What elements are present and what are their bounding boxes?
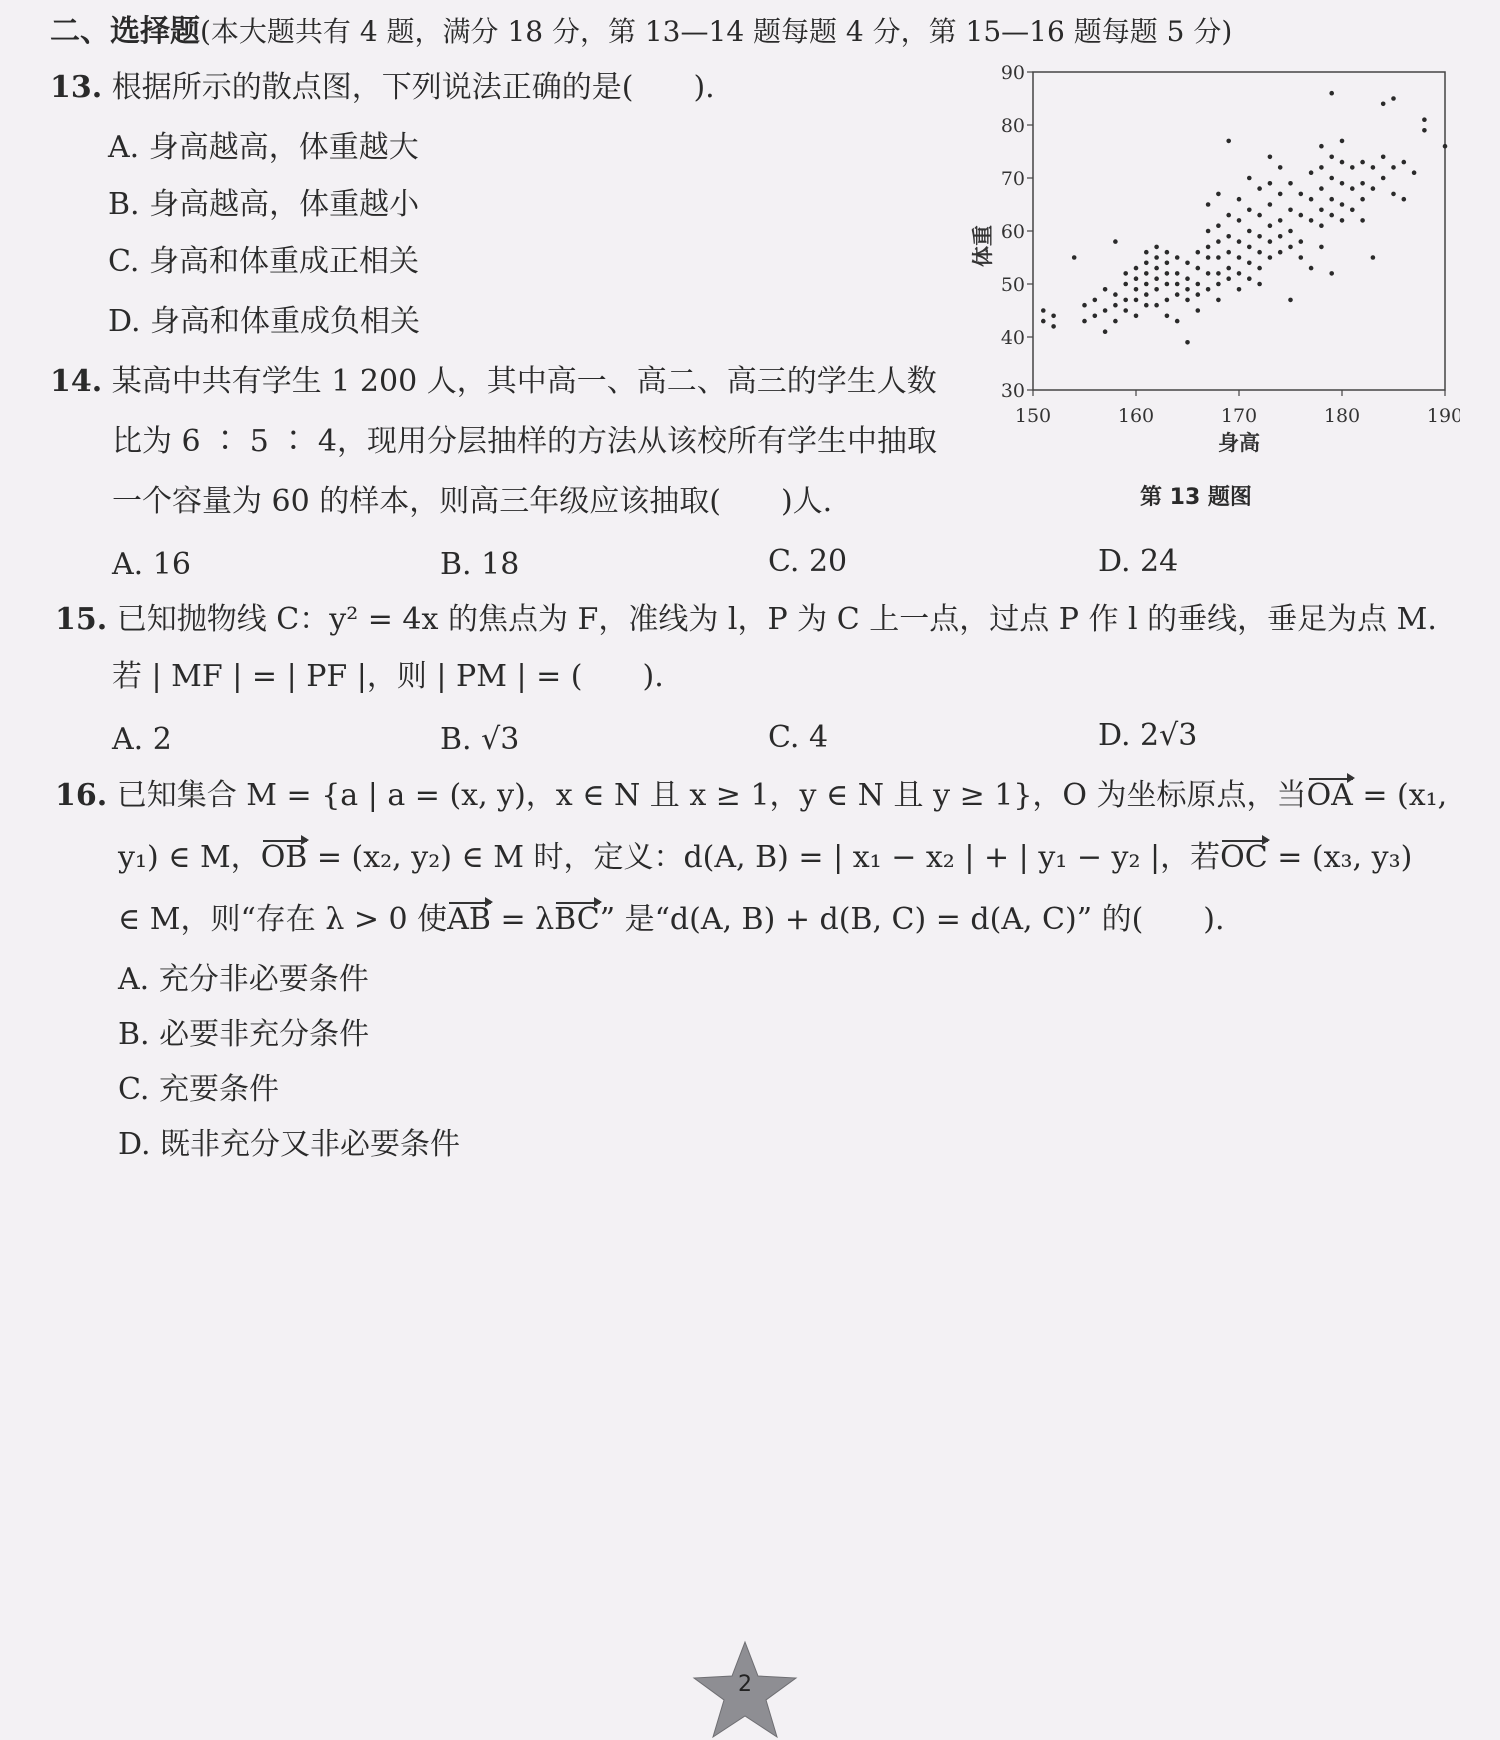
q14-line-2: 比为 6 ∶ 5 ∶ 4，现用分层抽样的方法从该校所有学生中抽取 — [112, 424, 937, 459]
data-point — [1165, 271, 1170, 276]
data-point — [1185, 276, 1190, 281]
data-point — [1216, 298, 1221, 303]
data-point — [1216, 271, 1221, 276]
data-point — [1196, 282, 1201, 287]
data-point — [1113, 292, 1118, 297]
data-point — [1309, 197, 1314, 202]
data-point — [1422, 128, 1427, 133]
y-tick-label: 30 — [1000, 380, 1025, 402]
data-point — [1360, 181, 1365, 186]
data-point — [1288, 229, 1293, 234]
data-point — [1185, 298, 1190, 303]
q13-stem — [50, 68, 715, 108]
q16-line-3 — [118, 900, 1225, 940]
data-point — [1278, 234, 1283, 239]
data-point — [1268, 255, 1273, 260]
data-point — [1371, 165, 1376, 170]
data-point — [1257, 234, 1262, 239]
data-point — [1299, 255, 1304, 260]
data-point — [1072, 255, 1077, 260]
data-point — [1268, 239, 1273, 244]
data-point — [1216, 255, 1221, 260]
data-point — [1103, 287, 1108, 292]
data-point — [1350, 208, 1355, 213]
q16-text-2c: = (x₃, y₃) — [1267, 840, 1413, 875]
q14-option-d: D. 24 — [1098, 544, 1179, 579]
data-point — [1134, 298, 1139, 303]
data-point — [1165, 314, 1170, 319]
y-tick-label: 70 — [1000, 168, 1025, 190]
data-point — [1165, 261, 1170, 266]
data-point — [1144, 261, 1149, 266]
data-point — [1185, 340, 1190, 345]
q13-option-d: D. 身高和体重成负相关 — [108, 304, 421, 339]
data-point — [1165, 298, 1170, 303]
data-point — [1329, 155, 1334, 160]
data-point — [1278, 250, 1283, 255]
data-point — [1340, 218, 1345, 223]
data-point — [1154, 276, 1159, 281]
q16-text-2a: y₁) ∈ M， — [118, 840, 261, 875]
data-point — [1134, 287, 1139, 292]
data-point — [1226, 250, 1231, 255]
data-point — [1319, 208, 1324, 213]
data-point — [1247, 276, 1252, 281]
data-point — [1103, 329, 1108, 334]
data-point — [1299, 213, 1304, 218]
x-axis-label: 身高 — [1218, 431, 1260, 455]
data-point — [1391, 96, 1396, 101]
data-point — [1134, 314, 1139, 319]
data-point — [1268, 202, 1273, 207]
x-tick-label: 190 — [1426, 405, 1460, 427]
data-point — [1329, 197, 1334, 202]
data-point — [1041, 308, 1046, 313]
q13-option-b: B. 身高越高，体重越小 — [108, 187, 420, 222]
data-point — [1154, 245, 1159, 250]
data-point — [1391, 165, 1396, 170]
data-point — [1185, 261, 1190, 266]
data-point — [1288, 298, 1293, 303]
data-point — [1319, 223, 1324, 228]
q15-option-c: C. 4 — [768, 720, 829, 755]
vector-oc: OC — [1220, 838, 1268, 878]
q16-text-2b: = (x₂, y₂) ∈ M 时，定义：d(A, B) = | x₁ − x₂ | + | y₁ − y₂ |，若 — [307, 840, 1221, 875]
data-point — [1237, 255, 1242, 260]
data-point — [1278, 218, 1283, 223]
data-point — [1051, 324, 1056, 329]
data-point — [1175, 282, 1180, 287]
q16-option-a: A. 充分非必要条件 — [118, 962, 369, 997]
data-point — [1299, 192, 1304, 197]
data-point — [1082, 303, 1087, 308]
q13-stem-text: 根据所示的散点图，下列说法正确的是( ). — [111, 70, 715, 105]
data-point — [1340, 181, 1345, 186]
y-tick-label: 60 — [1000, 221, 1025, 243]
q16-text-3c: ” 是“d(A, B) + d(B, C) = d(A, C)” 的( ). — [599, 902, 1225, 937]
data-point — [1185, 287, 1190, 292]
data-point — [1247, 261, 1252, 266]
data-point — [1350, 186, 1355, 191]
data-point — [1093, 298, 1098, 303]
data-point — [1154, 255, 1159, 260]
data-point — [1257, 266, 1262, 271]
data-point — [1175, 319, 1180, 324]
data-point — [1257, 186, 1262, 191]
chart-caption: 第 13 题图 — [1140, 485, 1252, 510]
data-point — [1103, 308, 1108, 313]
data-point — [1144, 303, 1149, 308]
data-point — [1360, 218, 1365, 223]
data-point — [1319, 186, 1324, 191]
data-point — [1237, 287, 1242, 292]
data-point — [1206, 271, 1211, 276]
q16-text-3a: ∈ M，则“存在 λ > 0 使 — [118, 902, 448, 937]
scatter-chart — [960, 60, 1460, 510]
section-title: 二、选择题 — [50, 14, 200, 49]
data-point — [1257, 213, 1262, 218]
data-point — [1226, 213, 1231, 218]
vector-ab: AB — [447, 900, 491, 940]
section-header — [50, 12, 1232, 52]
data-point — [1319, 144, 1324, 149]
data-point — [1237, 271, 1242, 276]
data-point — [1206, 245, 1211, 250]
q16-text-1b: = (x₁, — [1352, 778, 1448, 813]
data-point — [1391, 192, 1396, 197]
y-tick-label: 40 — [1000, 327, 1025, 349]
q16-option-b: B. 必要非充分条件 — [118, 1017, 370, 1052]
data-point — [1154, 303, 1159, 308]
data-point — [1247, 208, 1252, 213]
data-point — [1144, 292, 1149, 297]
q14-line-1 — [50, 362, 937, 402]
data-point — [1165, 250, 1170, 255]
data-point — [1123, 308, 1128, 313]
data-point — [1268, 181, 1273, 186]
data-point — [1329, 176, 1334, 181]
data-point — [1175, 271, 1180, 276]
data-point — [1329, 91, 1334, 96]
data-point — [1093, 314, 1098, 319]
y-tick-label: 50 — [1000, 274, 1025, 296]
q16-number: 16. — [55, 778, 108, 813]
data-point — [1123, 282, 1128, 287]
data-point — [1247, 229, 1252, 234]
y-tick-label: 80 — [1000, 115, 1025, 137]
data-point — [1340, 139, 1345, 144]
data-point — [1051, 314, 1056, 319]
data-point — [1196, 308, 1201, 313]
data-point — [1144, 282, 1149, 287]
q15-option-a: A. 2 — [112, 722, 172, 757]
q16-text-3b: = λ — [490, 902, 555, 937]
q16-option-c: C. 充要条件 — [118, 1072, 279, 1107]
data-point — [1299, 239, 1304, 244]
x-tick-label: 170 — [1220, 405, 1258, 427]
q14-option-b: B. 18 — [440, 547, 520, 582]
data-point — [1257, 250, 1262, 255]
data-point — [1113, 319, 1118, 324]
q15-number: 15. — [55, 602, 108, 637]
data-point — [1381, 102, 1386, 107]
q16-option-d: D. 既非充分又非必要条件 — [118, 1127, 461, 1162]
data-point — [1319, 245, 1324, 250]
data-point — [1329, 271, 1334, 276]
q15-text-1: 已知抛物线 C：y² = 4x 的焦点为 F，准线为 l，P 为 C 上一点，过点 P 作 l 的垂线，垂足为点 M. — [116, 602, 1437, 637]
data-point — [1288, 245, 1293, 250]
data-point — [1278, 192, 1283, 197]
q14-option-c: C. 20 — [768, 544, 848, 579]
data-point — [1134, 266, 1139, 271]
data-point — [1226, 139, 1231, 144]
data-point — [1082, 319, 1087, 324]
data-point — [1309, 266, 1314, 271]
data-point — [1216, 192, 1221, 197]
q16-line-2 — [118, 838, 1412, 878]
data-point — [1165, 282, 1170, 287]
q15-line-2: 若 | MF | = | PF |，则 | PM | = ( ). — [112, 659, 664, 694]
q14-line-3: 一个容量为 60 的样本，则高三年级应该抽取( )人. — [112, 484, 833, 519]
y-axis-label: 体重 — [971, 225, 995, 267]
data-point — [1226, 266, 1231, 271]
data-point — [1154, 287, 1159, 292]
q13-option-c: C. 身高和体重成正相关 — [108, 244, 419, 279]
data-point — [1196, 250, 1201, 255]
data-point — [1381, 176, 1386, 181]
q16-line-1 — [55, 776, 1447, 816]
data-point — [1340, 202, 1345, 207]
data-point — [1113, 303, 1118, 308]
section-note: (本大题共有 4 题，满分 18 分，第 13—14 题每题 4 分，第 15—16 题每题 5 分) — [200, 15, 1233, 48]
q14-text-1: 某高中共有学生 1 200 人，其中高一、高二、高三的学生人数 — [111, 364, 937, 399]
data-point — [1237, 218, 1242, 223]
data-point — [1268, 223, 1273, 228]
data-point — [1371, 186, 1376, 191]
q14-option-a: A. 16 — [112, 547, 191, 582]
data-point — [1123, 271, 1128, 276]
data-point — [1144, 271, 1149, 276]
data-point — [1288, 181, 1293, 186]
data-point — [1247, 176, 1252, 181]
data-point — [1319, 165, 1324, 170]
data-point — [1216, 282, 1221, 287]
data-point — [1196, 266, 1201, 271]
data-point — [1123, 298, 1128, 303]
data-point — [1247, 245, 1252, 250]
vector-ob: OB — [261, 838, 308, 878]
data-point — [1402, 197, 1407, 202]
data-point — [1309, 170, 1314, 175]
page-number: 2 — [738, 1672, 752, 1697]
data-point — [1134, 276, 1139, 281]
x-tick-label: 150 — [1014, 405, 1052, 427]
data-point — [1402, 160, 1407, 165]
data-point — [1371, 255, 1376, 260]
data-point — [1350, 165, 1355, 170]
data-point — [1340, 160, 1345, 165]
data-point — [1206, 229, 1211, 234]
data-point — [1288, 208, 1293, 213]
data-point — [1257, 282, 1262, 287]
data-point — [1175, 255, 1180, 260]
data-point — [1226, 234, 1231, 239]
data-point — [1237, 239, 1242, 244]
data-point — [1381, 155, 1386, 160]
data-point — [1412, 170, 1417, 175]
data-point — [1443, 144, 1448, 149]
data-point — [1309, 218, 1314, 223]
data-point — [1041, 319, 1046, 324]
x-tick-label: 180 — [1323, 405, 1361, 427]
data-point — [1175, 292, 1180, 297]
q15-option-d: D. 2√3 — [1098, 718, 1198, 753]
q15-option-b: B. √3 — [440, 722, 520, 757]
data-point — [1360, 160, 1365, 165]
x-tick-label: 160 — [1117, 405, 1155, 427]
data-point — [1206, 202, 1211, 207]
q15-line-1 — [55, 600, 1437, 640]
data-point — [1113, 239, 1118, 244]
vector-bc: BC — [554, 900, 600, 940]
data-point — [1237, 197, 1242, 202]
data-point — [1196, 292, 1201, 297]
data-point — [1206, 255, 1211, 260]
scatter-plot-svg — [960, 60, 1460, 480]
data-point — [1278, 165, 1283, 170]
data-point — [1154, 266, 1159, 271]
vector-oa: OA — [1307, 776, 1353, 816]
plot-frame — [1033, 72, 1445, 390]
data-point — [1329, 213, 1334, 218]
q16-text-1a: 已知集合 M = {a | a = (x, y)，x ∈ N 且 x ≥ 1，y ∈ N 且 y ≥ 1}，O 为坐标原点，当 — [116, 778, 1307, 813]
q14-number: 14. — [50, 364, 103, 399]
data-point — [1226, 276, 1231, 281]
data-point — [1268, 155, 1273, 160]
data-point — [1216, 239, 1221, 244]
data-point — [1422, 117, 1427, 122]
data-point — [1206, 287, 1211, 292]
data-point — [1144, 250, 1149, 255]
data-point — [1360, 197, 1365, 202]
data-point — [1216, 223, 1221, 228]
y-tick-label: 90 — [1000, 62, 1025, 84]
q13-option-a: A. 身高越高，体重越大 — [108, 130, 419, 165]
q13-number: 13. — [50, 70, 103, 105]
